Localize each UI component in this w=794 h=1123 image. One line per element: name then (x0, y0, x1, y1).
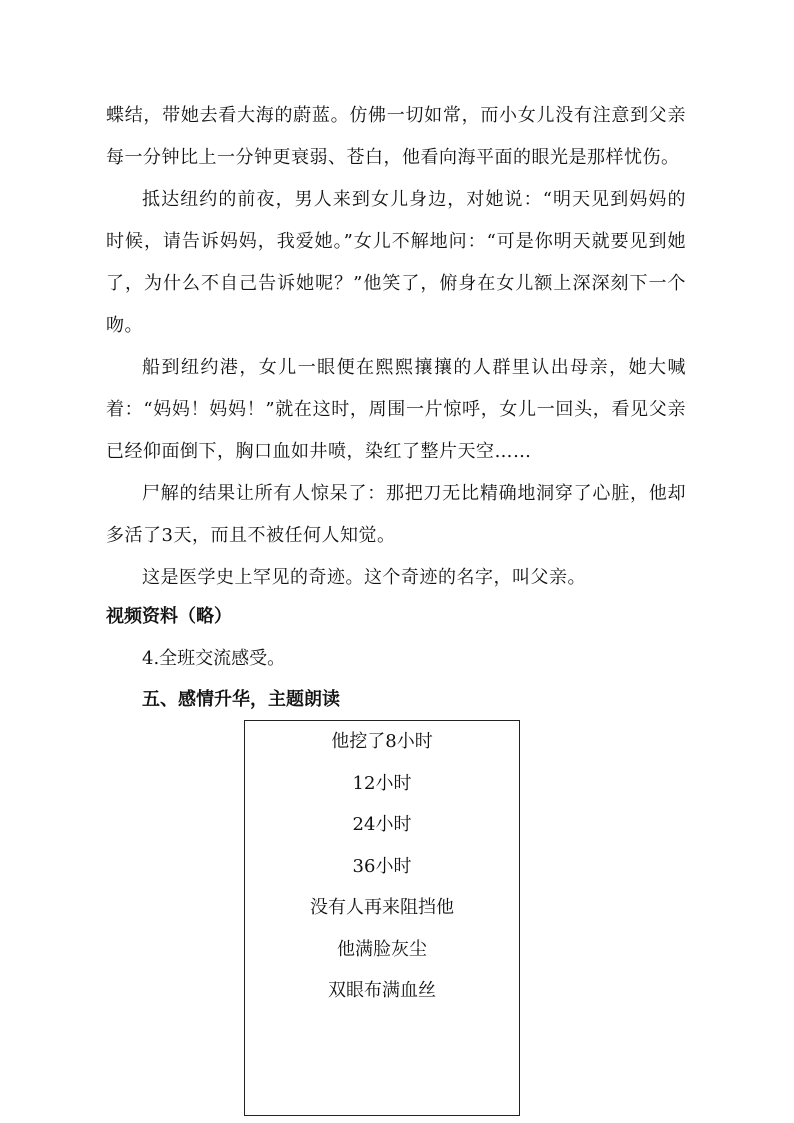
story-paragraph-3: 船到纽约港，女儿一眼便在熙熙攘攘的人群里认出母亲，她大喊着：“妈妈！妈妈！”就在这时，周围一片惊呼，女儿一回头，看见父亲已经仰面倒下，胸口血如井喷，染红了整片天空…… (106, 357, 686, 462)
story-paragraph-4: 尸解的结果让所有人惊呆了：那把刀无比精确地洞穿了心脏，他却多活了3天，而且不被任何人知觉。 (106, 483, 686, 546)
poem-box (244, 720, 520, 1116)
poem-line-1: 他挖了8小时 (331, 731, 433, 752)
story-paragraph-2: 抵达纽约的前夜，男人来到女儿身边，对她说：“明天见到妈妈的时候，请告诉妈妈，我爱她。”女儿不解地问：“可是你明天就要见到她了，为什么不自己告诉她呢？”他笑了，俯身在女儿额上深深刻下一个吻。 (106, 189, 686, 336)
poem-line-3: 24小时 (352, 814, 412, 835)
section-5-heading: 五、感情升华，主题朗读 (142, 689, 340, 710)
poem-line-7: 双眼布满血丝 (328, 980, 436, 1001)
list-item-4: 4.全班交流感受。 (142, 648, 286, 669)
poem-line-2: 12小时 (352, 772, 412, 794)
poem-line-4: 36小时 (352, 855, 412, 877)
poem-line-6: 他满脸灰尘 (337, 938, 427, 960)
poem-line-5: 没有人再来阻挡他 (310, 897, 454, 918)
poem-lines (245, 721, 519, 1012)
video-note-heading: 视频资料（略） (106, 606, 232, 627)
story-paragraph-1: 蝶结，带她去看大海的蔚蓝。仿佛一切如常，而小女儿没有注意到父亲每一分钟比上一分钟更衰弱、苍白，他看向海平面的眼光是那样忧伤。 (106, 105, 686, 168)
story-paragraph-5: 这是医学史上罕见的奇迹。这个奇迹的名字，叫父亲。 (142, 567, 586, 588)
